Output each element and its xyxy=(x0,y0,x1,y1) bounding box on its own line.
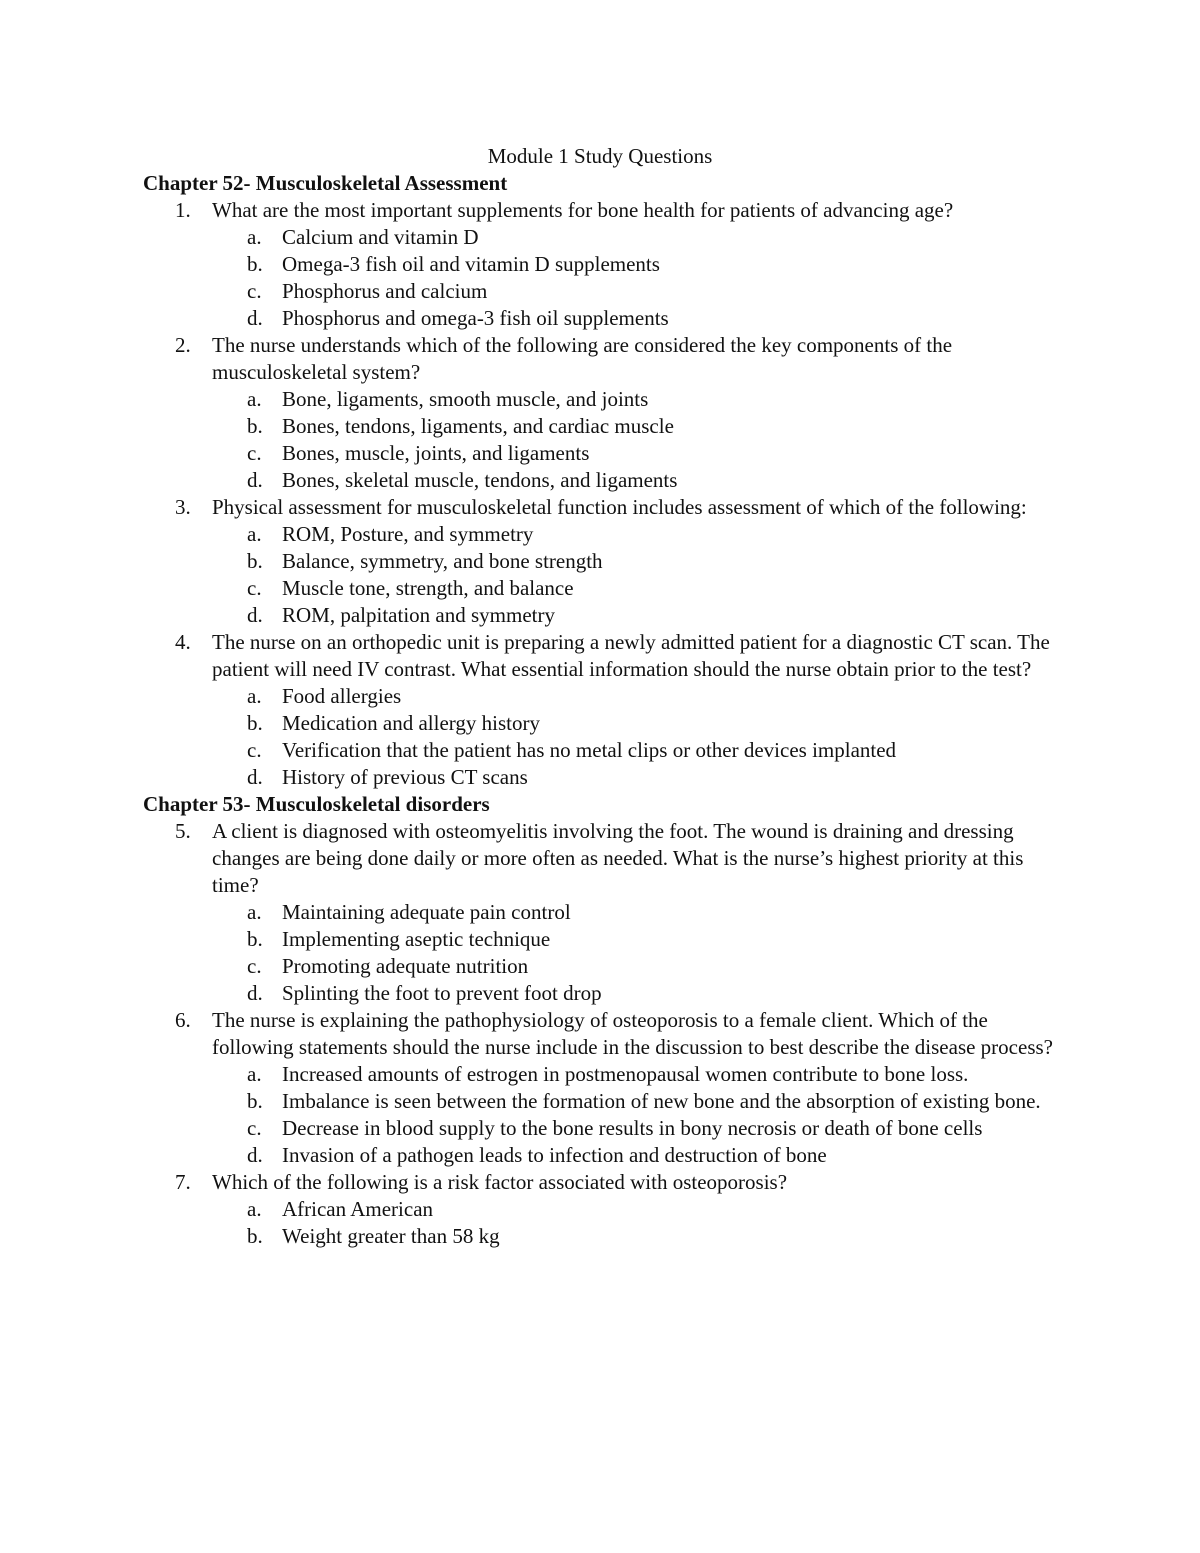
answer-option xyxy=(143,548,1063,575)
option-text: Muscle tone, strength, and balance xyxy=(282,576,574,600)
answer-option xyxy=(143,1115,1063,1142)
option-text: Bone, ligaments, smooth muscle, and joints xyxy=(282,387,649,411)
chapter-heading: Chapter 53- Musculoskeletal disorders xyxy=(143,792,490,816)
answer-option xyxy=(143,953,1063,980)
option-letter: c. xyxy=(247,576,262,600)
option-letter: c. xyxy=(247,279,262,303)
option-letter: c. xyxy=(247,738,262,762)
option-text: Phosphorus and omega-3 fish oil supplements xyxy=(282,306,669,330)
option-text: Increased amounts of estrogen in postmenopausal women contribute to bone loss. xyxy=(282,1062,969,1086)
option-text: Food allergies xyxy=(282,684,402,708)
answer-option xyxy=(143,251,1063,278)
option-text: History of previous CT scans xyxy=(282,765,528,789)
answer-option xyxy=(143,899,1063,926)
option-letter: b. xyxy=(247,1224,263,1248)
option-text: Medication and allergy history xyxy=(282,711,540,735)
answer-option xyxy=(143,683,1063,710)
option-text: Bones, tendons, ligaments, and cardiac muscle xyxy=(282,414,674,438)
answer-option xyxy=(143,1223,1063,1250)
option-text: Bones, skeletal muscle, tendons, and ligaments xyxy=(282,468,678,492)
option-letter: d. xyxy=(247,603,263,627)
question-text: What are the most important supplements for bone health for patients of advancing age? xyxy=(212,198,954,222)
answer-option xyxy=(143,305,1063,332)
option-text: Implementing aseptic technique xyxy=(282,927,551,951)
question-number: 7. xyxy=(175,1170,191,1194)
answer-option xyxy=(143,1088,1063,1115)
option-text: Balance, symmetry, and bone strength xyxy=(282,549,603,573)
question-item xyxy=(143,197,1063,224)
option-letter: b. xyxy=(247,711,263,735)
option-letter: a. xyxy=(247,522,262,546)
answer-option xyxy=(143,413,1063,440)
answer-option xyxy=(143,737,1063,764)
question-text: The nurse on an orthopedic unit is preparing a newly admitted patient for a diagnostic CT scan. The patient will need IV contrast. What essential information should the nurse obtain prior to the test? xyxy=(212,630,1050,681)
answer-option xyxy=(143,467,1063,494)
option-letter: a. xyxy=(247,225,262,249)
option-letter: b. xyxy=(247,927,263,951)
option-letter: c. xyxy=(247,1116,262,1140)
option-letter: b. xyxy=(247,1089,263,1113)
option-text: Weight greater than 58 kg xyxy=(282,1224,500,1248)
answer-option xyxy=(143,1142,1063,1169)
option-text: Promoting adequate nutrition xyxy=(282,954,529,978)
answer-option xyxy=(143,224,1063,251)
answer-option xyxy=(143,521,1063,548)
answer-option xyxy=(143,980,1063,1007)
option-letter: b. xyxy=(247,252,263,276)
option-text: Omega-3 fish oil and vitamin D supplements xyxy=(282,252,660,276)
option-letter: d. xyxy=(247,765,263,789)
answer-option xyxy=(143,1196,1063,1223)
option-text: Verification that the patient has no metal clips or other devices implanted xyxy=(282,738,897,762)
answer-option xyxy=(143,278,1063,305)
answer-option xyxy=(143,386,1063,413)
question-item xyxy=(143,332,1063,386)
question-number: 4. xyxy=(175,630,191,654)
option-text: African American xyxy=(282,1197,434,1221)
answer-option xyxy=(143,440,1063,467)
page-title: Module 1 Study Questions xyxy=(487,144,713,168)
question-number: 1. xyxy=(175,198,191,222)
option-letter: a. xyxy=(247,1197,262,1221)
document-body xyxy=(143,170,1063,1250)
answer-option xyxy=(143,1061,1063,1088)
option-letter: a. xyxy=(247,900,262,924)
option-text: Invasion of a pathogen leads to infection and destruction of bone xyxy=(282,1143,827,1167)
question-text: The nurse is explaining the pathophysiology of osteoporosis to a female client. Which of the following statements should the nurse include in the discussion to best describe the disease process? xyxy=(212,1008,1053,1059)
question-item xyxy=(143,1169,1063,1196)
question-item xyxy=(143,494,1063,521)
answer-option xyxy=(143,764,1063,791)
question-item xyxy=(143,629,1063,683)
question-number: 3. xyxy=(175,495,191,519)
answer-option xyxy=(143,926,1063,953)
option-letter: d. xyxy=(247,1143,263,1167)
option-text: Calcium and vitamin D xyxy=(282,225,479,249)
option-text: Imbalance is seen between the formation of new bone and the absorption of existing bone. xyxy=(282,1089,1041,1113)
option-text: ROM, palpitation and symmetry xyxy=(282,603,555,627)
option-text: Maintaining adequate pain control xyxy=(282,900,571,924)
option-letter: b. xyxy=(247,549,263,573)
option-letter: a. xyxy=(247,684,262,708)
question-text: A client is diagnosed with osteomyelitis involving the foot. The wound is draining and dressing changes are being done daily or more often as needed. What is the nurse’s highest priority at this time? xyxy=(212,819,1024,897)
option-letter: d. xyxy=(247,468,263,492)
option-letter: d. xyxy=(247,981,263,1005)
question-text: Physical assessment for musculoskeletal function includes assessment of which of the following: xyxy=(212,495,1027,519)
answer-option xyxy=(143,602,1063,629)
option-letter: d. xyxy=(247,306,263,330)
option-text: Bones, muscle, joints, and ligaments xyxy=(282,441,590,465)
question-number: 2. xyxy=(175,333,191,357)
question-number: 6. xyxy=(175,1008,191,1032)
option-text: Splinting the foot to prevent foot drop xyxy=(282,981,602,1005)
option-letter: c. xyxy=(247,954,262,978)
answer-option xyxy=(143,710,1063,737)
question-text: The nurse understands which of the following are considered the key components of the musculoskeletal system? xyxy=(212,333,953,384)
option-text: Phosphorus and calcium xyxy=(282,279,488,303)
answer-option xyxy=(143,575,1063,602)
question-text: Which of the following is a risk factor associated with osteoporosis? xyxy=(212,1170,788,1194)
option-letter: c. xyxy=(247,441,262,465)
option-text: Decrease in blood supply to the bone results in bony necrosis or death of bone cells xyxy=(282,1116,983,1140)
question-item xyxy=(143,818,1063,899)
question-item xyxy=(143,1007,1063,1061)
option-letter: b. xyxy=(247,414,263,438)
option-letter: a. xyxy=(247,387,262,411)
option-letter: a. xyxy=(247,1062,262,1086)
option-text: ROM, Posture, and symmetry xyxy=(282,522,534,546)
question-number: 5. xyxy=(175,819,191,843)
chapter-heading: Chapter 52- Musculoskeletal Assessment xyxy=(143,171,508,195)
